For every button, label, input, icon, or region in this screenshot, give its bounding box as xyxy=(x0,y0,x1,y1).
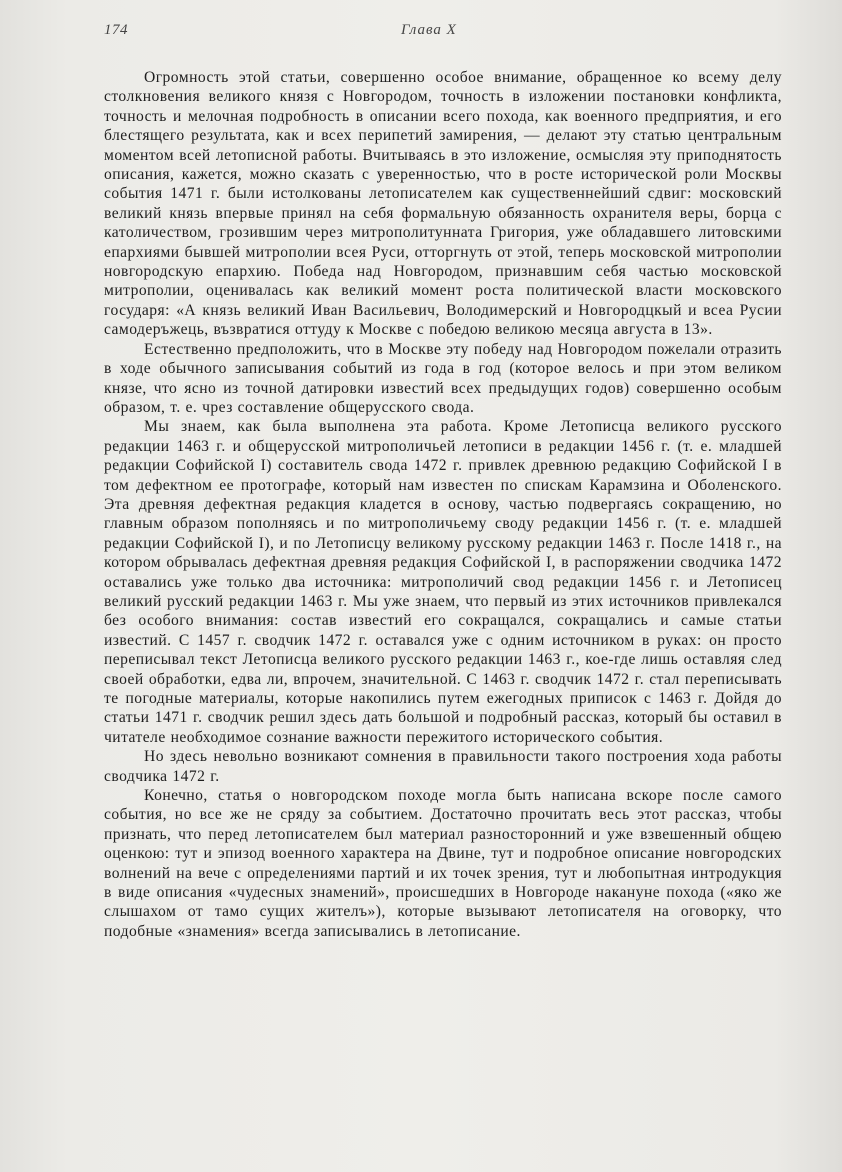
paragraph-2: Естественно предположить, что в Москве эту победу над Новгородом пожелали отразить в ходе обычного записывания событий из года в год (которое велось и при этом великом князе, что ясно из точной датировки известий всех предыдущих годов) совершенно особым образом, т. е. чрез составление общерусского свода. xyxy=(104,340,782,416)
paragraph-1: Огромность этой статьи, совершенно особое внимание, обращенное ко всему делу столкновения великого князя с Новгородом, точность в изложении постановки конфликта, точность и мелочная подробность в описании всего похода, как военного предприятия, и его блестящего результата, как и всех перипетий замирения, — делают эту статью центральным моментом всей летописной работы. Вчитываясь в это изложение, осмысляя эту приподнятость описания, кажется, можно сказать с уверенностью, что в росте исторической роли Москвы события 1471 г. были истолкованы летописателем как существеннейший сдвиг: московский великий князь впервые принял на себя формальную обязанность охранителя веры, борца с католичеством, грозившим через митрополитунната Григория, уже обладавшего литовскими епархиями бывшей митрополии всея Руси, отторгнуть от этой, теперь московской митрополии новгородскую епархию. Победа над Новгородом, признавшим себя частью московской митрополии, оценивалась как великий момент роста политической власти московского государя: «А князь великий Иван Васильевич, Володимерский и Новгородцкый и всеа Русии самодеръжець, възвратися оттуду к Москве с победою великою месяца августа в 13». xyxy=(104,69,782,339)
paragraph-3: Мы знаем, как была выполнена эта работа. Кроме Летописца великого русского редакции 1463 г. и общерусской митрополичьей летописи в редакции 1456 г. (т. е. младшей редакции Софийской I) составитель свода 1472 г. привлек древнюю редакцию Софийской I в том дефектном ее протографе, который нам известен по спискам Карамзина и Оболенского. Эта древняя дефектная редакция кладется в основу, частью подвергаясь сокращению, но главным образом пополняясь и по митрополичьему своду редакции 1456 г. (т. е. младшей редакции Софийской I), и по Летописцу великому русскому редакции 1463 г. После 1418 г., на котором обрывалась дефектная древняя редакция Софийской I, в распоряжении сводчика 1472 оставались уже только два источника: митрополичий свод редакции 1456 г. и Летописец великий русский редакции 1463 г. Мы уже знаем, что первый из этих источников привлекался без особого внимания: состав известий его сокращался, сокращались и самые статьи известий. С 1457 г. сводчик 1472 г. оставался уже с одним источником в руках: он просто переписывал текст Летописца великого русского редакции 1463 г., кое-где лишь оставляя след своей обработки, едва ли, впрочем, значительной. С 1463 г. сводчик 1472 г. стал переписывать те погодные материалы, которые накопились путем ежегодных приписок с 1463 г. Дойдя до статьи 1471 г. сводчик решил здесь дать большой и подробный рассказ, который бы оставил в читателе необходимое сознание важности пережитого исторического события. xyxy=(104,418,782,746)
body-text xyxy=(104,68,782,941)
paragraph-5: Конечно, статья о новгородском походе могла быть написана вскоре после самого события, но все же не сряду за событием. Достаточно прочитать весь этот рассказ, чтобы признать, что перед летописателем был материал разносторонний и уже взвешенный общею оценкою: тут и эпизод военного характера на Двине, тут и подробное описание новгородских волнений на вече с определениями партий и их точек зрения, тут и любопытная интродукция в виде описания «чудесных знамений», происшедших в Новгороде накануне похода («яко же слышахом от тамо сущих жителъ»), которые вызывают летописателя на оговорку, что подобные «знамения» всегда записывались в летописание. xyxy=(104,787,782,940)
chapter-title: Глава X xyxy=(401,22,457,38)
running-head xyxy=(104,22,782,46)
paragraph-4: Но здесь невольно возникают сомнения в правильности такого построения хода работы сводчика 1472 г. xyxy=(104,748,782,785)
page-number: 174 xyxy=(104,22,128,38)
